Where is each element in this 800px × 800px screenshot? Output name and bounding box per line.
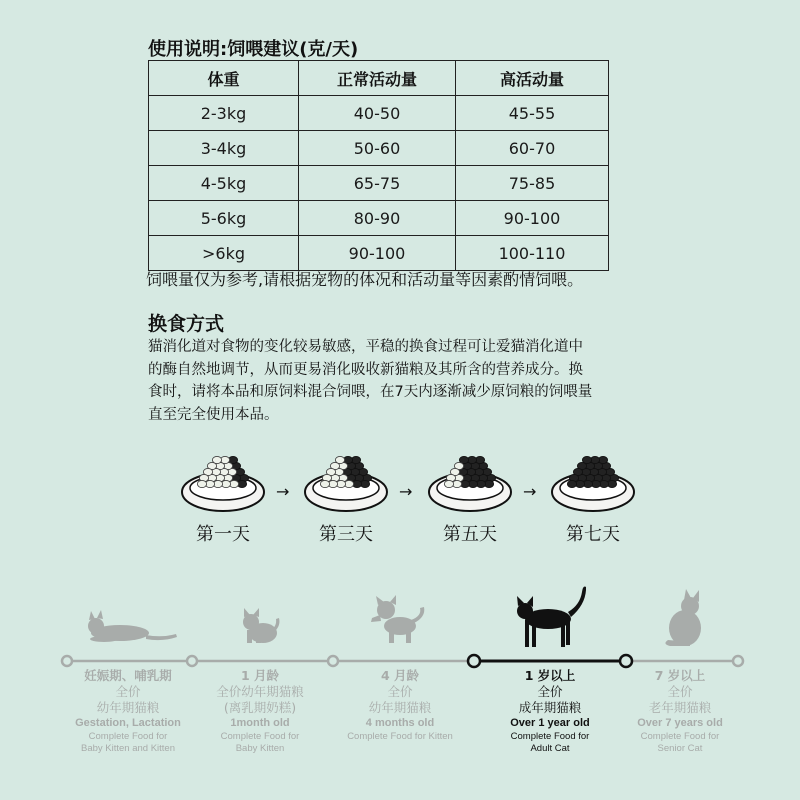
stage-food-en: Complete Food for — [88, 731, 168, 742]
cell-high: 100-110 — [456, 236, 609, 271]
old-kibble — [444, 480, 453, 487]
stage-title: 妊娠期、哺乳期 — [84, 668, 172, 683]
timeline-node — [62, 656, 72, 666]
day-label: 第一天 — [196, 524, 250, 545]
timeline-graphic — [0, 580, 800, 680]
sitting-cat-icon — [665, 589, 701, 646]
stage-food: 成年期猫粮 — [518, 700, 582, 715]
timeline-node-active — [468, 655, 480, 667]
cell-normal: 65-75 — [299, 166, 456, 201]
stage-title: 1 月龄 — [240, 668, 280, 683]
day-label: 第三天 — [319, 524, 373, 545]
old-kibble — [320, 480, 329, 487]
stage-food-en: Senior Cat — [657, 743, 703, 754]
cell-normal: 90-100 — [299, 236, 456, 271]
stage-title: 7 岁以上 — [654, 668, 706, 683]
stage-food-en: Complete Food for — [640, 731, 720, 742]
day-label: 第五天 — [443, 524, 497, 545]
timeline-node — [187, 656, 197, 666]
arrow-icon: → — [399, 482, 413, 501]
timeline-node — [733, 656, 743, 666]
cell-normal: 40-50 — [299, 96, 456, 131]
stage-food-en: Baby Kitten and Kitten — [80, 743, 175, 754]
table-header-row — [149, 61, 609, 96]
stage-title: 4 月龄 — [380, 668, 420, 683]
cell-high: 45-55 — [456, 96, 609, 131]
food-bowl-day7-icon — [550, 448, 636, 516]
stage-food-en: Adult Cat — [530, 743, 570, 754]
switching-description — [148, 336, 648, 426]
feeding-title: 使用说明:饲喂建议(克/天) — [148, 39, 359, 60]
cell-high: 60-70 — [456, 131, 609, 166]
old-kibble — [197, 480, 206, 487]
header-normal-activity: 正常活动量 — [299, 61, 456, 96]
stage-adult — [485, 668, 615, 755]
description-line: 的酶自然地调节，从而更易消化吸收新猫粮及其所含的营养成分。换 — [148, 361, 583, 378]
food-bowl-day3-icon — [303, 448, 389, 516]
switching-title: 换食方式 — [148, 313, 225, 335]
description-line: 食时，请将本品和原饲料混合饲喂，在7天内逐渐减少原饲粮的饲喂量 — [148, 384, 593, 400]
arrow-icon: → — [276, 482, 290, 501]
description-line: 直至完全使用本品。 — [148, 406, 279, 423]
lying-cat-icon — [88, 610, 177, 642]
stage-food: 老年期猫粮 — [648, 700, 712, 715]
stage-food: 幼年期猫粮 — [96, 700, 160, 715]
cell-weight: >6kg — [149, 236, 299, 271]
stage-subtitle: 全价 — [537, 684, 563, 699]
day-label: 第七天 — [566, 524, 620, 545]
table-row — [149, 131, 609, 166]
stage-gestation — [58, 668, 198, 755]
cell-normal: 50-60 — [299, 131, 456, 166]
timeline-node-active — [620, 655, 632, 667]
new-kibble — [567, 480, 576, 487]
stage-subtitle: 全价 — [667, 684, 693, 699]
stage-food: 幼年期猫粮 — [368, 700, 432, 715]
header-high-activity: 高活动量 — [456, 61, 609, 96]
cell-weight: 3-4kg — [149, 131, 299, 166]
stage-title-en: Over 7 years old — [637, 717, 723, 729]
stage-subtitle: 全价幼年期猫粮 — [216, 684, 304, 699]
stage-title-en: Over 1 year old — [510, 717, 590, 729]
table-row — [149, 96, 609, 131]
stage-food-en: Baby Kitten — [235, 743, 285, 754]
table-row — [149, 166, 609, 201]
stage-subtitle: 全价 — [115, 684, 141, 699]
stage-title-en: Gestation, Lactation — [75, 717, 181, 729]
stage-4-months — [335, 668, 465, 743]
stage-subtitle: 全价 — [387, 684, 413, 699]
stage-title-en: 1month old — [230, 717, 290, 729]
cell-high: 75-85 — [456, 166, 609, 201]
stage-food-en: Complete Food for — [220, 731, 300, 742]
cell-normal: 80-90 — [299, 201, 456, 236]
sitting-kitten-icon — [243, 608, 279, 643]
stage-title: 1 岁以上 — [524, 668, 576, 683]
table-row — [149, 201, 609, 236]
stage-food-en: Complete Food for — [510, 731, 590, 742]
timeline-node — [328, 656, 338, 666]
description-line: 猫消化道对食物的变化较易敏感，平稳的换食过程可让爱猫消化道中 — [148, 339, 583, 355]
cell-weight: 2-3kg — [149, 96, 299, 131]
standing-cat-icon — [517, 587, 586, 647]
life-stage-timeline — [0, 580, 800, 800]
arrow-icon: → — [523, 482, 537, 501]
header-weight: 体重 — [149, 61, 299, 96]
cell-high: 90-100 — [456, 201, 609, 236]
feeding-note: 饲喂量仅为参考,请根据宠物的体况和活动量等因素酌情饲喂。 — [146, 270, 584, 289]
feeding-table — [148, 60, 609, 271]
stage-title-en: 4 months old — [365, 717, 435, 729]
stage-senior — [620, 668, 740, 755]
stretching-kitten-icon — [371, 595, 424, 643]
stage-food-en: Complete Food for Kitten — [347, 731, 453, 742]
food-bowl-day1-icon — [180, 448, 266, 516]
cell-weight: 5-6kg — [149, 201, 299, 236]
food-bowl-day5-icon — [427, 448, 513, 516]
cell-weight: 4-5kg — [149, 166, 299, 201]
table-row — [149, 236, 609, 271]
stage-1-month — [195, 668, 325, 755]
stage-food: (离乳期奶糕) — [223, 700, 297, 715]
